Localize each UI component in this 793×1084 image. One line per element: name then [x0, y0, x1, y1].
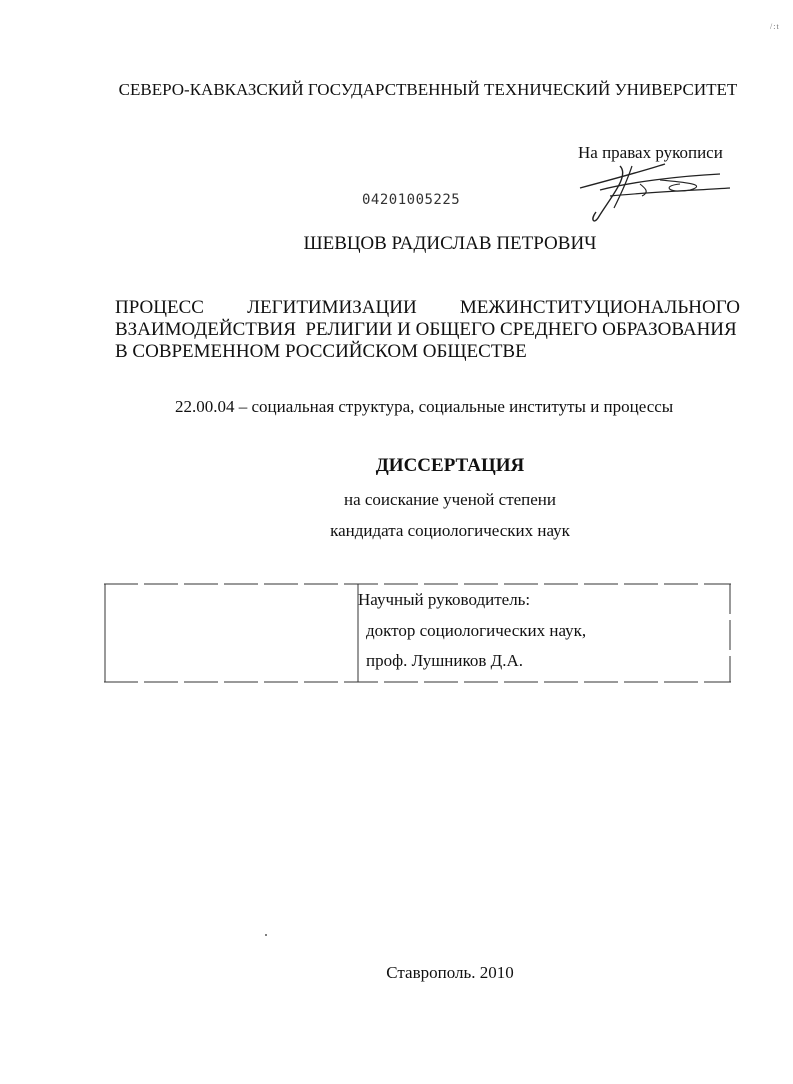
supervisor-name: проф. Лушников Д.А. — [366, 651, 524, 670]
title-word: ПРОЦЕСС — [115, 297, 204, 318]
title-line-2: ВЗАИМОДЕЙСТВИЯ РЕЛИГИИ И ОБЩЕГО СРЕДНЕГО ОБРАЗОВАНИЯ — [115, 319, 737, 340]
title-word: МЕЖИНСТИТУЦИОНАЛЬНОГО — [459, 297, 740, 318]
manuscript-note: На правах рукописи — [578, 143, 723, 162]
degree-line-1: на соискание ученой степени — [343, 490, 557, 509]
scan-speck — [265, 934, 267, 936]
archive-stamp-number: 04201005225 — [362, 192, 461, 208]
dissertation-title — [115, 297, 740, 363]
specialty-code: 22.00.04 – социальная структура, социальные институты и процессы — [175, 397, 674, 416]
title-line-1 — [115, 297, 740, 319]
supervisor-degree: доктор социологических наук, — [366, 621, 587, 640]
author-name: ШЕВЦОВ РАДИСЛАВ ПЕТРОВИЧ — [303, 233, 597, 254]
document-type: ДИССЕРТАЦИЯ — [375, 455, 525, 476]
university-name: СЕВЕРО-КАВКАЗСКИЙ ГОСУДАРСТВЕННЫЙ ТЕХНИЧЕСКИЙ УНИВЕРСИТЕТ — [118, 80, 738, 99]
signature-icon — [570, 162, 740, 224]
city-year: Ставрополь. 2010 — [386, 963, 514, 982]
title-word: ЛЕГИТИМИЗАЦИИ — [247, 297, 417, 318]
corner-mark: /:t — [770, 22, 780, 31]
title-line-3: В СОВРЕМЕННОМ РОССИЙСКОМ ОБЩЕСТВЕ — [115, 341, 527, 362]
supervisor-label: Научный руководитель: — [358, 590, 531, 609]
degree-line-2: кандидата социологических наук — [330, 521, 570, 540]
